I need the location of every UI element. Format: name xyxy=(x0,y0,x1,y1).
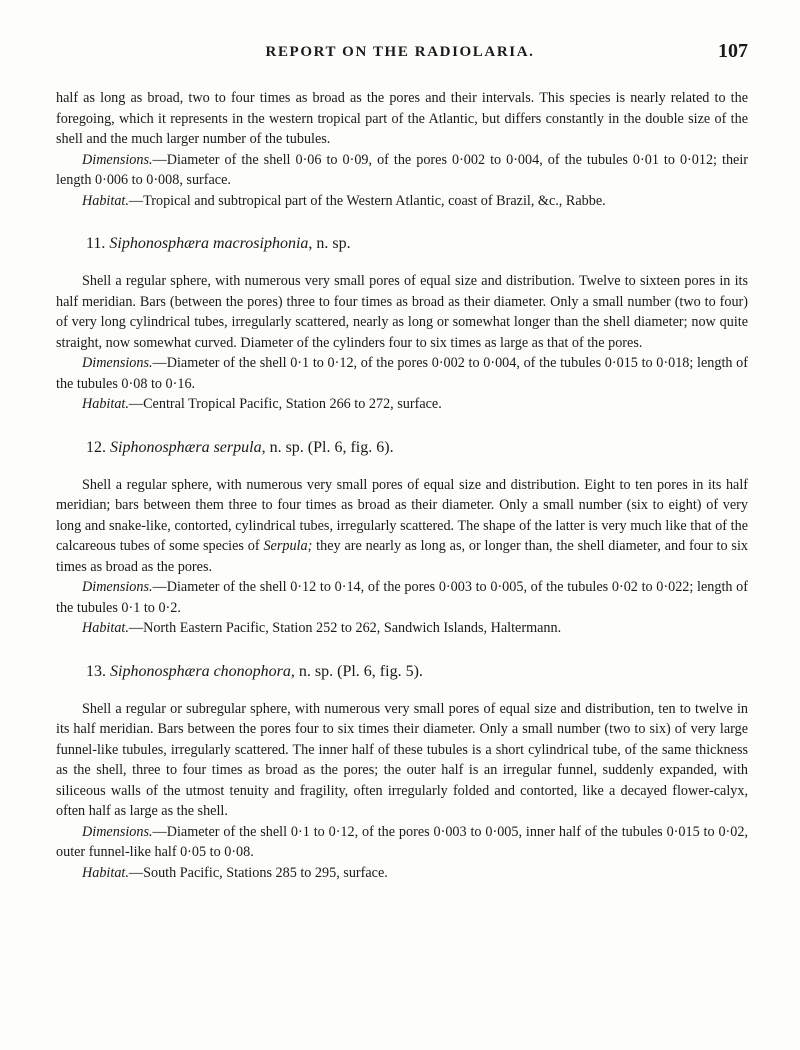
dimensions-label: Dimensions. xyxy=(82,579,153,595)
dimensions-text: —Diameter of the shell 0·12 to 0·14, of the pores 0·003 to 0·005, of the tubules 0·02 to 0·022; length of the tubules 0·1 to 0·2. xyxy=(56,579,748,616)
habitat-text: —North Eastern Pacific, Station 252 to 262, Sandwich Islands, Haltermann. xyxy=(128,620,562,636)
species-description-11: Shell a regular sphere, with numerous very small pores of equal size and distribution. Twelve to sixteen pores in its half meridian. Bars (between the pores) three to four times as broad as their diameter. Only a small number (two to four) of very long cylindrical tubes, irregularly scattered, nearly as long or somewhat longer than the shell diameter; now quite straight, now somewhat curved. Diameter of the cylinders four to six times as large as that of the pores. xyxy=(56,273,748,351)
page-header xyxy=(0,40,800,64)
habitat-label: Habitat. xyxy=(82,192,129,209)
genus-reference: Serpula; xyxy=(263,538,313,554)
species-name: Siphonosphæra macrosiphonia xyxy=(109,235,309,252)
section-gap xyxy=(56,415,748,437)
heading-gap xyxy=(56,255,748,271)
heading-gap xyxy=(56,459,748,475)
section-gap xyxy=(56,211,748,233)
species-dimensions-12 xyxy=(56,577,748,618)
species-habitat-12 xyxy=(56,618,748,639)
species-suffix: , n. sp. (Pl. 6, fig. 5). xyxy=(290,662,423,680)
intro-dimensions xyxy=(56,150,748,191)
species-suffix: , n. sp. xyxy=(308,235,351,252)
habitat-text: —Central Tropical Pacific, Station 266 to 272, surface. xyxy=(128,396,442,412)
species-heading-12 xyxy=(56,437,748,459)
species-suffix: , n. sp. (Pl. 6, fig. 6). xyxy=(261,438,394,456)
intro-habitat xyxy=(56,191,748,212)
dimensions-label: Dimensions. xyxy=(82,355,153,371)
habitat-label: Habitat. xyxy=(82,620,129,636)
habitat-text: —Tropical and subtropical part of the Western Atlantic, coast of Brazil, &c., Rabbe. xyxy=(128,192,606,209)
dimensions-text: —Diameter of the shell 0·1 to 0·12, of the pores 0·003 to 0·005, inner half of the tubules 0·015 to 0·02, outer funnel-like half 0·05 to 0·08. xyxy=(56,823,748,860)
dimensions-text: —Diameter of the shell 0·1 to 0·12, of the pores 0·002 to 0·004, of the tubules 0·015 to 0·018; length of the tubules 0·08 to 0·16. xyxy=(56,355,748,392)
species-number: 13. xyxy=(86,662,106,680)
running-title: REPORT ON THE RADIOLARIA. xyxy=(265,44,535,60)
description-text: they are nearly as long as, or longer than, the shell diameter, and four to six times as broad as the pores. xyxy=(56,538,748,575)
species-name: Siphonosphæra serpula xyxy=(110,438,262,456)
dimensions-text: —Diameter of the shell 0·06 to 0·09, of the pores 0·002 to 0·004, of the tubules 0·01 to 0·012; their length 0·006 to 0·008, surface. xyxy=(56,151,748,188)
intro-description: half as long as broad, two to four times as broad as the pores and their intervals. This species is nearly related to the foregoing, which it represents in the western tropical part of the Atlantic, but differs constantly in the double size of the shell and the much larger number of the tubules. xyxy=(56,90,748,147)
dimensions-label: Dimensions. xyxy=(82,823,153,840)
species-description-13: Shell a regular or subregular sphere, with numerous very small pores of equal size and distribution, ten to twelve in its half meridian. Bars between the pores four to six times their diameter. Only a small number (two to six) of very large funnel-like tubules, irregularly scattered. The inner half of these tubules is a short cylindrical tube, of the same thickness as the shell, three to four times as broad as the pores; the outer half is an irregular funnel, suddenly expanded, with siliceous walls of the utmost tenuity and fragility, often irregularly folded and contorted, like a decayed flower-calyx, often half as large as the shell. xyxy=(56,700,748,819)
habitat-label: Habitat. xyxy=(82,864,129,881)
page-body xyxy=(56,88,748,883)
dimensions-label: Dimensions. xyxy=(82,151,153,168)
species-description-12 xyxy=(56,475,748,578)
description-text: Shell a regular sphere, with numerous very small pores of equal size and distribution. Eight to ten pores in its half meridian; bars between them three to four times as broad as their diameter. Only a small number (six to eight) of very long and snake-like, contorted, cylindrical tubes, irregularly scattered. The shape of the latter is very much like that of the calcareous tubes of some species of xyxy=(56,476,748,554)
species-habitat-13 xyxy=(56,863,748,884)
section-gap xyxy=(56,639,748,661)
species-heading-11 xyxy=(56,233,748,255)
heading-gap xyxy=(56,683,748,699)
species-name: Siphonosphæra chonophora xyxy=(110,662,291,680)
habitat-text: —South Pacific, Stations 285 to 295, surface. xyxy=(128,864,388,881)
species-dimensions-11 xyxy=(56,353,748,394)
species-number: 12. xyxy=(86,438,106,456)
species-number: 11. xyxy=(86,235,106,252)
species-heading-13 xyxy=(56,661,748,683)
species-dimensions-13 xyxy=(56,822,748,863)
habitat-label: Habitat. xyxy=(82,396,129,412)
page-number: 107 xyxy=(718,40,748,62)
species-habitat-11 xyxy=(56,394,748,415)
